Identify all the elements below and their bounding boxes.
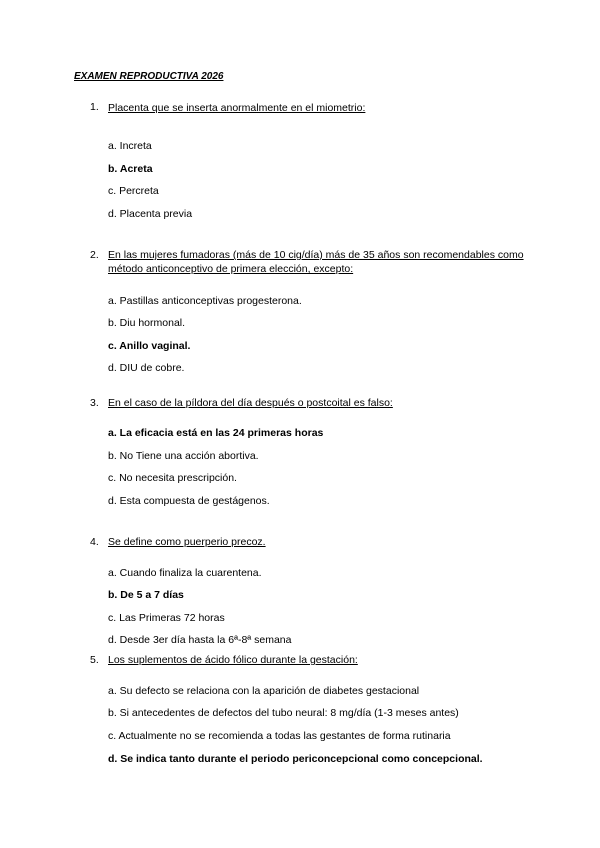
option-b: b. No Tiene una acción abortiva. <box>108 450 259 462</box>
question-text: Placenta que se inserta anormalmente en el miometrio: <box>108 102 366 114</box>
option-b: b. Acreta <box>108 163 153 175</box>
question-text: Los suplementos de ácido fólico durante la gestación: <box>108 654 358 666</box>
option-a: a. Increta <box>108 140 152 152</box>
page-title: EXAMEN REPRODUCTIVA 2026 <box>74 71 224 82</box>
option-a: a. Su defecto se relaciona con la aparición de diabetes gestacional <box>108 685 420 697</box>
option-b: b. Diu hormonal. <box>108 317 186 329</box>
question-text: En el caso de la píldora del día después o postcoital es falso: <box>108 397 393 409</box>
question-number: 5. <box>90 654 99 666</box>
question-text: Se define como puerperio precoz. <box>108 536 266 548</box>
option-d: d. Desde 3er día hasta la 6ª-8ª semana <box>108 634 292 646</box>
option-a: a. Pastillas anticonceptivas progesterona. <box>108 295 302 307</box>
option-c: c. Percreta <box>108 185 159 197</box>
option-c: c. Actualmente no se recomienda a todas las gestantes de forma rutinaria <box>108 730 451 742</box>
option-d: d. Placenta previa <box>108 208 193 220</box>
option-c: c. No necesita prescripción. <box>108 472 237 484</box>
option-b: b. Si antecedentes de defectos del tubo neural: 8 mg/día (1-3 meses antes) <box>108 707 459 719</box>
question-number: 3. <box>90 397 99 409</box>
option-a: a. Cuando finaliza la cuarentena. <box>108 567 262 579</box>
option-d: d. Se indica tanto durante el periodo periconcepcional como concepcional. <box>108 753 483 765</box>
option-a: a. La eficacia está en las 24 primeras horas <box>108 427 324 439</box>
option-b: b. De 5 a 7 días <box>108 589 184 601</box>
question-number: 4. <box>90 536 99 548</box>
question-text: En las mujeres fumadoras (más de 10 cig/día) más de 35 años son recomendables como método anticonceptivo de primera elección, excepto: <box>108 249 524 275</box>
option-d: d. DIU de cobre. <box>108 362 185 374</box>
question-number: 2. <box>90 249 99 261</box>
question-number: 1. <box>90 101 99 113</box>
option-c: c. Las Primeras 72 horas <box>108 612 225 624</box>
option-d: d. Esta compuesta de gestágenos. <box>108 495 270 507</box>
option-c: c. Anillo vaginal. <box>108 340 191 352</box>
